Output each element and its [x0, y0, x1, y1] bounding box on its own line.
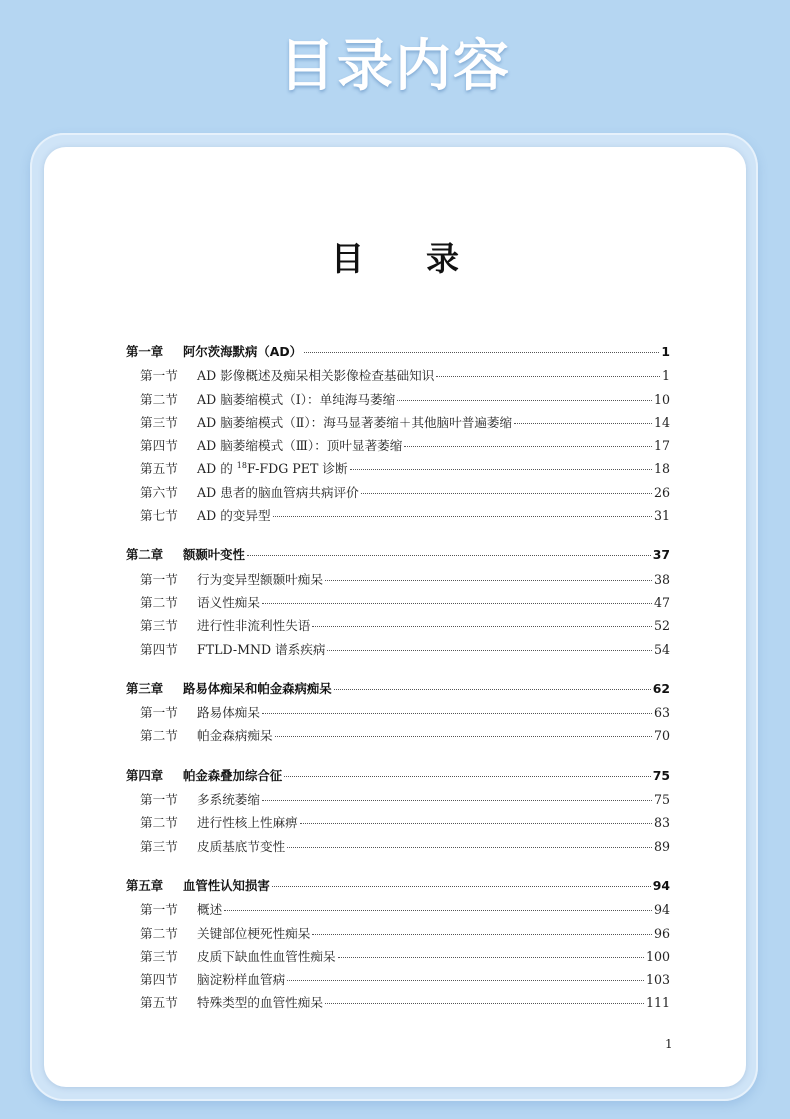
chapter-title: 血管性认知损害 [183, 877, 270, 893]
section-page: 38 [653, 571, 670, 587]
leader-dots [325, 580, 652, 581]
section-entry[interactable] [126, 725, 670, 748]
section-entry[interactable] [126, 569, 670, 592]
section-number: 第三节 [140, 838, 178, 854]
leader-dots [334, 689, 651, 690]
chapter-entry[interactable] [126, 342, 670, 365]
section-title: 特殊类型的血管性痴呆 [197, 995, 323, 1011]
section-entry[interactable] [126, 412, 670, 435]
chapter-entry[interactable] [126, 679, 670, 702]
section-title [197, 458, 348, 477]
section-title: AD 患者的脑血管病共病评价 [197, 484, 359, 500]
section-title: 多系统萎缩 [197, 792, 260, 808]
chapter-title: 帕金森叠加综合征 [183, 767, 283, 783]
section-title: AD 脑萎缩模式（Ⅱ）：海马显著萎缩＋其他脑叶普遍萎缩 [197, 414, 513, 430]
section-number: 第一节 [140, 571, 178, 587]
section-number: 第一节 [140, 792, 178, 808]
leader-dots [287, 847, 652, 848]
leader-dots [325, 1003, 644, 1004]
leader-dots [397, 400, 652, 401]
section-title: 帕金森病痴呆 [197, 728, 273, 744]
section-number: 第二节 [140, 815, 178, 831]
section-number: 第六节 [140, 484, 178, 500]
section-title: AD 脑萎缩模式（Ⅲ）：顶叶显著萎缩 [197, 438, 403, 454]
section-page: 94 [653, 902, 670, 918]
chapter-2 [126, 545, 670, 661]
chapter-number: 第三章 [126, 680, 164, 696]
chapter-4 [126, 766, 670, 859]
section-number: 第四节 [140, 438, 178, 454]
section-title: 进行性非流利性失语 [197, 618, 311, 634]
section-page: 63 [653, 705, 670, 721]
section-number: 第三节 [140, 618, 178, 634]
section-number: 第二节 [140, 728, 178, 744]
section-page: 83 [653, 815, 670, 831]
chapter-number: 第一章 [126, 344, 164, 359]
section-title: AD 的变异型 [197, 508, 271, 524]
section-title: 路易体痴呆 [197, 705, 260, 721]
document-page [44, 147, 746, 1087]
section-number: 第四节 [140, 641, 178, 657]
section-entry[interactable] [126, 836, 670, 859]
chapter-number: 第二章 [126, 547, 164, 563]
section-entry[interactable] [126, 789, 670, 812]
section-title: 皮质下缺血性血管性痴呆 [197, 948, 336, 964]
section-title: 行为变异型额颞叶痴呆 [197, 571, 323, 587]
section-page: 100 [645, 948, 670, 964]
section-page: 14 [653, 414, 670, 430]
leader-dots [247, 555, 651, 556]
chapter-1 [126, 342, 670, 528]
section-entry[interactable] [126, 639, 670, 662]
leader-dots [272, 886, 651, 887]
section-number: 第一节 [140, 368, 178, 384]
leader-dots [361, 493, 652, 494]
leader-dots [262, 713, 652, 714]
chapter-entry[interactable] [126, 545, 670, 568]
leader-dots [312, 934, 652, 935]
section-entry[interactable] [126, 389, 670, 412]
chapter-title: 路易体痴呆和帕金森病痴呆 [183, 680, 332, 696]
section-page: 111 [645, 995, 670, 1011]
chapter-page: 75 [652, 767, 670, 783]
section-number: 第三节 [140, 414, 178, 430]
section-page: 96 [653, 925, 670, 941]
leader-dots [404, 446, 652, 447]
section-title: 进行性核上性麻痹 [197, 815, 298, 831]
toc-heading [44, 233, 746, 280]
section-number: 第二节 [140, 391, 178, 407]
leader-dots [312, 626, 652, 627]
leader-dots [275, 736, 652, 737]
leader-dots [350, 469, 652, 470]
chapter-title: 额颞叶变性 [183, 547, 245, 563]
section-page: 17 [653, 438, 670, 454]
section-entry[interactable] [126, 812, 670, 835]
section-entry[interactable] [126, 899, 670, 922]
leader-dots [262, 800, 652, 801]
chapter-number: 第五章 [126, 877, 164, 893]
section-page: 18 [653, 461, 670, 477]
banner-title: 目录内容 [279, 34, 511, 99]
chapter-5 [126, 876, 670, 1016]
section-title: 皮质基底节变性 [197, 838, 286, 854]
section-title-prefix: AD 的 [197, 461, 237, 477]
chapter-page: 37 [652, 547, 670, 563]
section-title: 语义性痴呆 [197, 594, 260, 610]
section-number: 第二节 [140, 594, 178, 610]
section-number: 第四节 [140, 972, 178, 988]
table-of-contents [126, 342, 670, 1033]
section-page: 47 [653, 594, 670, 610]
chapter-entry[interactable] [126, 766, 670, 789]
section-entry[interactable] [126, 992, 670, 1015]
section-number: 第一节 [140, 705, 178, 721]
section-number: 第一节 [140, 902, 178, 918]
chapter-page: 94 [652, 877, 670, 893]
chapter-number: 第四章 [126, 767, 164, 783]
leader-dots [284, 776, 651, 777]
section-entry[interactable] [126, 365, 670, 388]
leader-dots [327, 650, 651, 651]
section-number: 第三节 [140, 948, 178, 964]
toc-heading-right: 录 [426, 239, 459, 278]
leader-dots [273, 516, 652, 517]
section-title: 关键部位梗死性痴呆 [197, 925, 311, 941]
section-page: 26 [653, 484, 670, 500]
section-page: 52 [653, 618, 670, 634]
section-page: 10 [653, 391, 670, 407]
section-entry[interactable] [126, 435, 670, 458]
toc-heading-left: 目 [331, 239, 364, 278]
section-title-suffix: F-FDG PET 诊断 [246, 461, 348, 477]
section-number: 第七节 [140, 508, 178, 524]
section-title: FTLD-MND 谱系疾病 [197, 641, 326, 657]
leader-dots [262, 603, 652, 604]
leader-dots [338, 957, 644, 958]
leader-dots [436, 376, 660, 377]
leader-dots [287, 980, 644, 981]
section-number: 第五节 [140, 461, 178, 477]
section-entry[interactable] [126, 482, 670, 505]
section-page: 89 [653, 838, 670, 854]
section-number: 第二节 [140, 925, 178, 941]
section-page: 70 [653, 728, 670, 744]
section-page: 54 [653, 641, 670, 657]
isotope-superscript: 18 [236, 461, 247, 471]
leader-dots [224, 910, 652, 911]
section-page: 1 [661, 368, 670, 384]
chapter-entry[interactable] [126, 876, 670, 899]
section-title: AD 脑萎缩模式（Ⅰ）：单纯海马萎缩 [197, 391, 396, 407]
section-entry[interactable] [126, 505, 670, 528]
section-entry[interactable] [126, 458, 670, 481]
leader-dots [304, 352, 659, 353]
chapter-title: 阿尔茨海默病（AD） [183, 344, 302, 359]
section-entry[interactable] [126, 615, 670, 638]
chapter-3 [126, 679, 670, 749]
section-page: 31 [653, 508, 670, 524]
leader-dots [514, 423, 652, 424]
chapter-page: 62 [652, 680, 670, 696]
section-number: 第五节 [140, 995, 178, 1011]
page-number: 1 [665, 1037, 673, 1051]
section-entry[interactable] [126, 946, 670, 969]
section-title: 概述 [197, 902, 223, 918]
section-entry[interactable] [126, 923, 670, 946]
section-title: 脑淀粉样血管病 [197, 972, 286, 988]
chapter-page: 1 [661, 344, 670, 359]
section-title: AD 影像概述及痴呆相关影像检查基础知识 [197, 368, 435, 384]
leader-dots [300, 823, 652, 824]
section-page: 103 [645, 972, 670, 988]
section-entry[interactable] [126, 969, 670, 992]
section-entry[interactable] [126, 702, 670, 725]
section-entry[interactable] [126, 592, 670, 615]
section-page: 75 [653, 792, 670, 808]
